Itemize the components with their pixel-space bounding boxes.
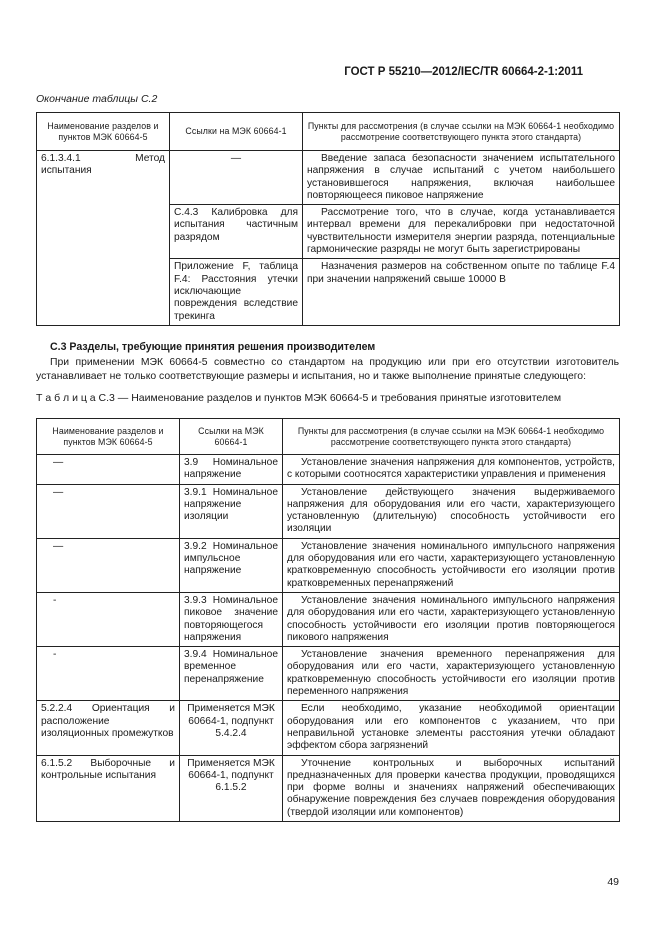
consideration-cell: Если необходимо, указание необходимой ориентации оборудования или его компонентов с указанием, что при неправильной установке элементы расстояния утечки обладают эффектом сбора загрязнений: [283, 701, 620, 755]
consideration-cell: Уточнение контрольных и выборочных испытаний предназначенных для проверки качества продукции, проводящихся при форме волны и значениях напряжений обеспечивающих обнаружение повреждения без случаев повреждения оборудования (твердой изоляции или компонентов): [283, 755, 620, 821]
table-row: [37, 455, 620, 485]
column-header: Пункты для рассмотрения (в случае ссылки на МЭК 60664-1 необходимо рассмотрение соответствующего пункта этого стандарта): [303, 113, 620, 151]
document-header: ГОСТ Р 55210—2012/IEC/TR 60664-2-1:2011: [344, 66, 583, 78]
table1-caption: Окончание таблицы С.2: [36, 93, 158, 105]
consideration-cell: Введение запаса безопасности значением испытательного напряжения в случае испытаний с учетом наибольшего установившегося напряжения, включая наибольшее повторяющееся пиковое напряжение: [303, 151, 620, 205]
table-row: [37, 484, 620, 538]
reference-cell: 3.9 Номинальное напряжение: [180, 455, 283, 485]
reference-cell: 3.9.2 Номинальное импульсное напряжение: [180, 538, 283, 592]
table-row: [37, 701, 620, 755]
reference-cell: —: [170, 151, 303, 205]
section-name-cell: —: [37, 484, 180, 538]
reference-cell: 3.9.3 Номинальное пиковое значение повторяющегося напряжения: [180, 592, 283, 646]
table-row: [37, 647, 620, 701]
consideration-cell: Установление значения напряжения для компонентов, устройств, с которыми соотносятся характеристики управления и применения: [283, 455, 620, 485]
table-row: [37, 205, 620, 259]
consideration-cell: Назначения размеров на собственном опыте по таблице F.4 при значении напряжений свыше 10000 В: [303, 259, 620, 325]
table-row: [37, 538, 620, 592]
section-title: С.3 Разделы, требующие принятия решения производителем: [50, 341, 376, 353]
table-row: [37, 259, 620, 325]
reference-cell: Применяется МЭК 60664-1, подпункт 5.4.2.4: [180, 701, 283, 755]
table-row: [37, 755, 620, 821]
consideration-cell: Установление значения временного перенапряжения для оборудования или его части, характеризующего установленную кратковременную способность устойчивости его изоляции против переменного напряжения: [283, 647, 620, 701]
consideration-cell: Установление значения номинального импульсного напряжения для оборудования или его части, характеризующего установленную способность устойчивости его изоляции против повторяющегося пикового напряжения: [283, 592, 620, 646]
reference-cell: Применяется МЭК 60664-1, подпункт 6.1.5.2: [180, 755, 283, 821]
section-name-cell: -: [37, 592, 180, 646]
reference-cell: 3.9.1 Номинальное напряжение изоляции: [180, 484, 283, 538]
section-paragraph: При применении МЭК 60664-5 совместно со стандартом на продукцию или при его отсутствии изготовитель устанавливает не только соответствующие размеры и испытания, но и также выполнение принятые следующего:: [36, 357, 619, 382]
section-name-cell: [37, 259, 170, 325]
table-c2-continuation: [36, 112, 620, 326]
section-name-cell: —: [37, 455, 180, 485]
reference-cell: С.4.3 Калибровка для испытания частичным разрядом: [170, 205, 303, 259]
section-name-cell: [37, 205, 170, 259]
consideration-cell: Рассмотрение того, что в случае, когда устанавливается интервал времени для перекалибровки при недостаточной чувствительности измерителя энергии разряда, потенциальные гармонические разряды не могут быть зарегистрированы: [303, 205, 620, 259]
section-name-cell: 6.1.3.4.1 Метод испытания: [37, 151, 170, 205]
column-header: Ссылки на МЭК 60664-1: [180, 419, 283, 455]
consideration-cell: Установление действующего значения выдерживаемого напряжения для оборудования или его части, характеризующего установленную (длительную) способность устойчивости его изоляции: [283, 484, 620, 538]
column-header: Ссылки на МЭК 60664-1: [170, 113, 303, 151]
table-c3: [36, 418, 620, 822]
column-header: Наименование разделов и пунктов МЭК 60664-5: [37, 419, 180, 455]
page-number: 49: [607, 876, 619, 888]
section-name-cell: -: [37, 647, 180, 701]
consideration-cell: Установление значения номинального импульсного напряжения для оборудования или его части, характеризующего установленную кратковременную способность устойчивости его изоляции против кратковременных перенапряжений: [283, 538, 620, 592]
section-name-cell: 5.2.2.4 Ориентация и расположение изоляционных промежутков: [37, 701, 180, 755]
column-header: Наименование разделов и пунктов МЭК 60664-5: [37, 113, 170, 151]
table-row: [37, 592, 620, 646]
column-header: Пункты для рассмотрения (в случае ссылки на МЭК 60664-1 необходимо рассмотрение соответствующего пункта этого стандарта): [283, 419, 620, 455]
section-name-cell: —: [37, 538, 180, 592]
section-name-cell: 6.1.5.2 Выборочные и контрольные испытания: [37, 755, 180, 821]
table-row: [37, 151, 620, 205]
reference-cell: Приложение F, таблица F.4: Расстояния утечки исключающие повреждения вследствие трекинга: [170, 259, 303, 325]
table2-caption: Т а б л и ц а С.3 — Наименование разделов и пунктов МЭК 60664-5 и требования принятые изготовителем: [36, 392, 562, 404]
reference-cell: 3.9.4 Номинальное временное перенапряжение: [180, 647, 283, 701]
